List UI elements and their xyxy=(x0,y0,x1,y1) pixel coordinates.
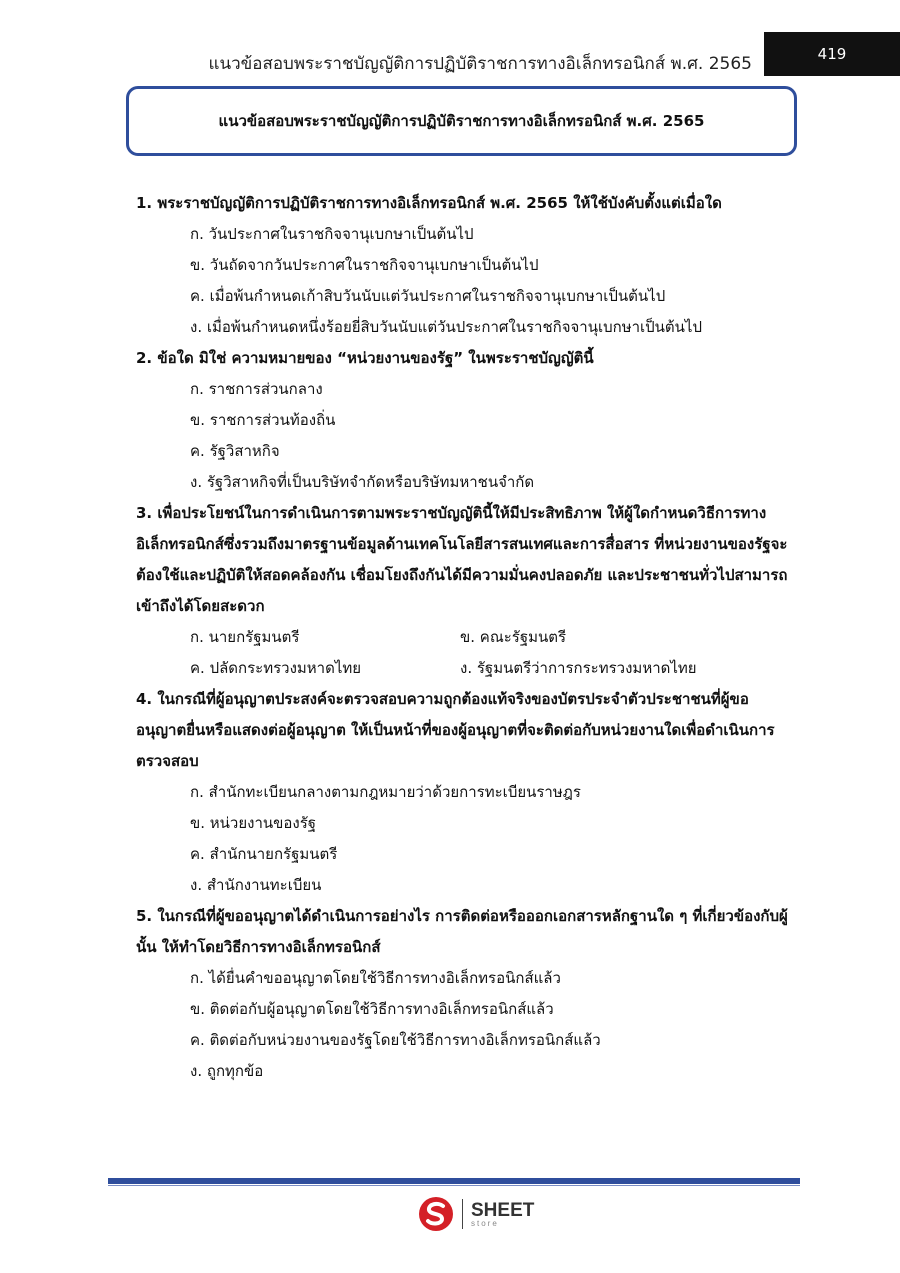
question-text: 1. พระราชบัญญัติการปฏิบัติราชการทางอิเล็กทรอนิกส์ พ.ศ. 2565 ให้ใช้บังคับตั้งแต่เมื่อใด xyxy=(136,194,722,212)
option-ko: ก. ได้ยื่นคำขออนุญาตโดยใช้วิธีการทางอิเล็กทรอนิกส์แล้ว xyxy=(190,969,561,987)
running-header-title: แนวข้อสอบพระราชบัญญัติการปฏิบัติราชการทางอิเล็กทรอนิกส์ พ.ศ. 2565 xyxy=(208,54,752,74)
option-kho: ข. หน่วยงานของรัฐ xyxy=(190,814,317,832)
document-title-box: แนวข้อสอบพระราชบัญญัติการปฏิบัติราชการทางอิเล็กทรอนิกส์ พ.ศ. 2565 xyxy=(126,86,797,156)
sheet-store-logo xyxy=(418,1196,534,1232)
footer-rule xyxy=(108,1178,800,1184)
question-text: 4. ในกรณีที่ผู้อนุญาตประสงค์จะตรวจสอบความถูกต้องแท้จริงของบัตรประจำตัวประชาชนที่ผู้ขออนุญาตยื่นหรือแสดงต่อผู้อนุญาต ให้เป็นหน้าที่ของผู้อนุญาตที่จะติดต่อกับหน่วยงานใดเพื่อดำเนินการตรวจสอบ xyxy=(136,690,775,770)
question-2 xyxy=(136,343,796,498)
option-kho-khwai: ค. สำนักนายกรัฐมนตรี xyxy=(190,845,338,863)
question-1 xyxy=(136,188,796,343)
option-kho: ข. คณะรัฐมนตรี xyxy=(460,628,567,646)
question-text: 5. ในกรณีที่ผู้ขออนุญาตได้ดำเนินการอย่างไร การติดต่อหรือออกเอกสารหลักฐานใด ๆ ที่เกี่ยวข้องกับผู้นั้น ให้ทำโดยวิธีการทางอิเล็กทรอนิกส์ xyxy=(136,907,788,956)
option-ko: ก. นายกรัฐมนตรี xyxy=(190,628,300,646)
sheet-store-logo-icon xyxy=(418,1196,454,1232)
option-ngo: ง. รัฐวิสาหกิจที่เป็นบริษัทจำกัดหรือบริษัทมหาชนจำกัด xyxy=(190,473,535,491)
option-grid xyxy=(136,622,796,684)
question-text: 2. ข้อใด มิใช่ ความหมายของ “หน่วยงานของรัฐ” ในพระราชบัญญัตินี้ xyxy=(136,349,594,367)
question-3 xyxy=(136,498,796,684)
option-ngo: ง. เมื่อพ้นกำหนดหนึ่งร้อยยี่สิบวันนับแต่วันประกาศในราชกิจจานุเบกษาเป็นต้นไป xyxy=(190,318,702,336)
question-text: 3. เพื่อประโยชน์ในการดำเนินการตามพระราชบัญญัตินี้ให้มีประสิทธิภาพ ให้ผู้ใดกำหนดวิธีการทางอิเล็กทรอนิกส์ซึ่งรวมถึงมาตรฐานข้อมูลด้านเทคโนโลยีสารสนเทศและการสื่อสาร ที่หน่วยงานของรัฐจะต้องใช้และปฏิบัติให้สอดคล้องกัน เชื่อมโยงถึงกันได้มีความมั่นคงปลอดภัย และประชาชนทั่วไปสามารถเข้าถึงได้โดยสะดวก xyxy=(136,504,788,615)
option-ngo: ง. รัฐมนตรีว่าการกระทรวงมหาดไทย xyxy=(460,659,697,677)
option-kho-khwai: ค. เมื่อพ้นกำหนดเก้าสิบวันนับแต่วันประกาศในราชกิจจานุเบกษาเป็นต้นไป xyxy=(190,287,666,305)
option-kho-khwai: ค. ติดต่อกับหน่วยงานของรัฐโดยใช้วิธีการทางอิเล็กทรอนิกส์แล้ว xyxy=(190,1031,601,1049)
option-kho: ข. ติดต่อกับผู้อนุญาตโดยใช้วิธีการทางอิเล็กทรอนิกส์แล้ว xyxy=(190,1000,554,1018)
page-number: 419 xyxy=(764,32,900,76)
option-ngo: ง. สำนักงานทะเบียน xyxy=(190,876,322,894)
question-4 xyxy=(136,684,796,901)
logo-separator xyxy=(462,1199,463,1229)
option-kho-khwai: ค. ปลัดกระทรวงมหาดไทย xyxy=(190,659,362,677)
question-5 xyxy=(136,901,796,1087)
option-ko: ก. สำนักทะเบียนกลางตามกฎหมายว่าด้วยการทะเบียนราษฎร xyxy=(190,783,581,801)
option-ko: ก. ราชการส่วนกลาง xyxy=(190,380,323,398)
option-kho: ข. วันถัดจากวันประกาศในราชกิจจานุเบกษาเป็นต้นไป xyxy=(190,256,539,274)
option-ngo: ง. ถูกทุกข้อ xyxy=(190,1062,264,1080)
footer-rule-thin xyxy=(108,1185,800,1186)
option-kho: ข. ราชการส่วนท้องถิ่น xyxy=(190,411,336,429)
logo-brand-sub: store xyxy=(471,1218,499,1228)
question-list xyxy=(136,188,796,1087)
logo-text xyxy=(471,1201,534,1228)
option-kho-khwai: ค. รัฐวิสาหกิจ xyxy=(190,442,280,460)
logo-brand-name: SHEET xyxy=(471,1199,535,1221)
option-ko: ก. วันประกาศในราชกิจจานุเบกษาเป็นต้นไป xyxy=(190,225,474,243)
